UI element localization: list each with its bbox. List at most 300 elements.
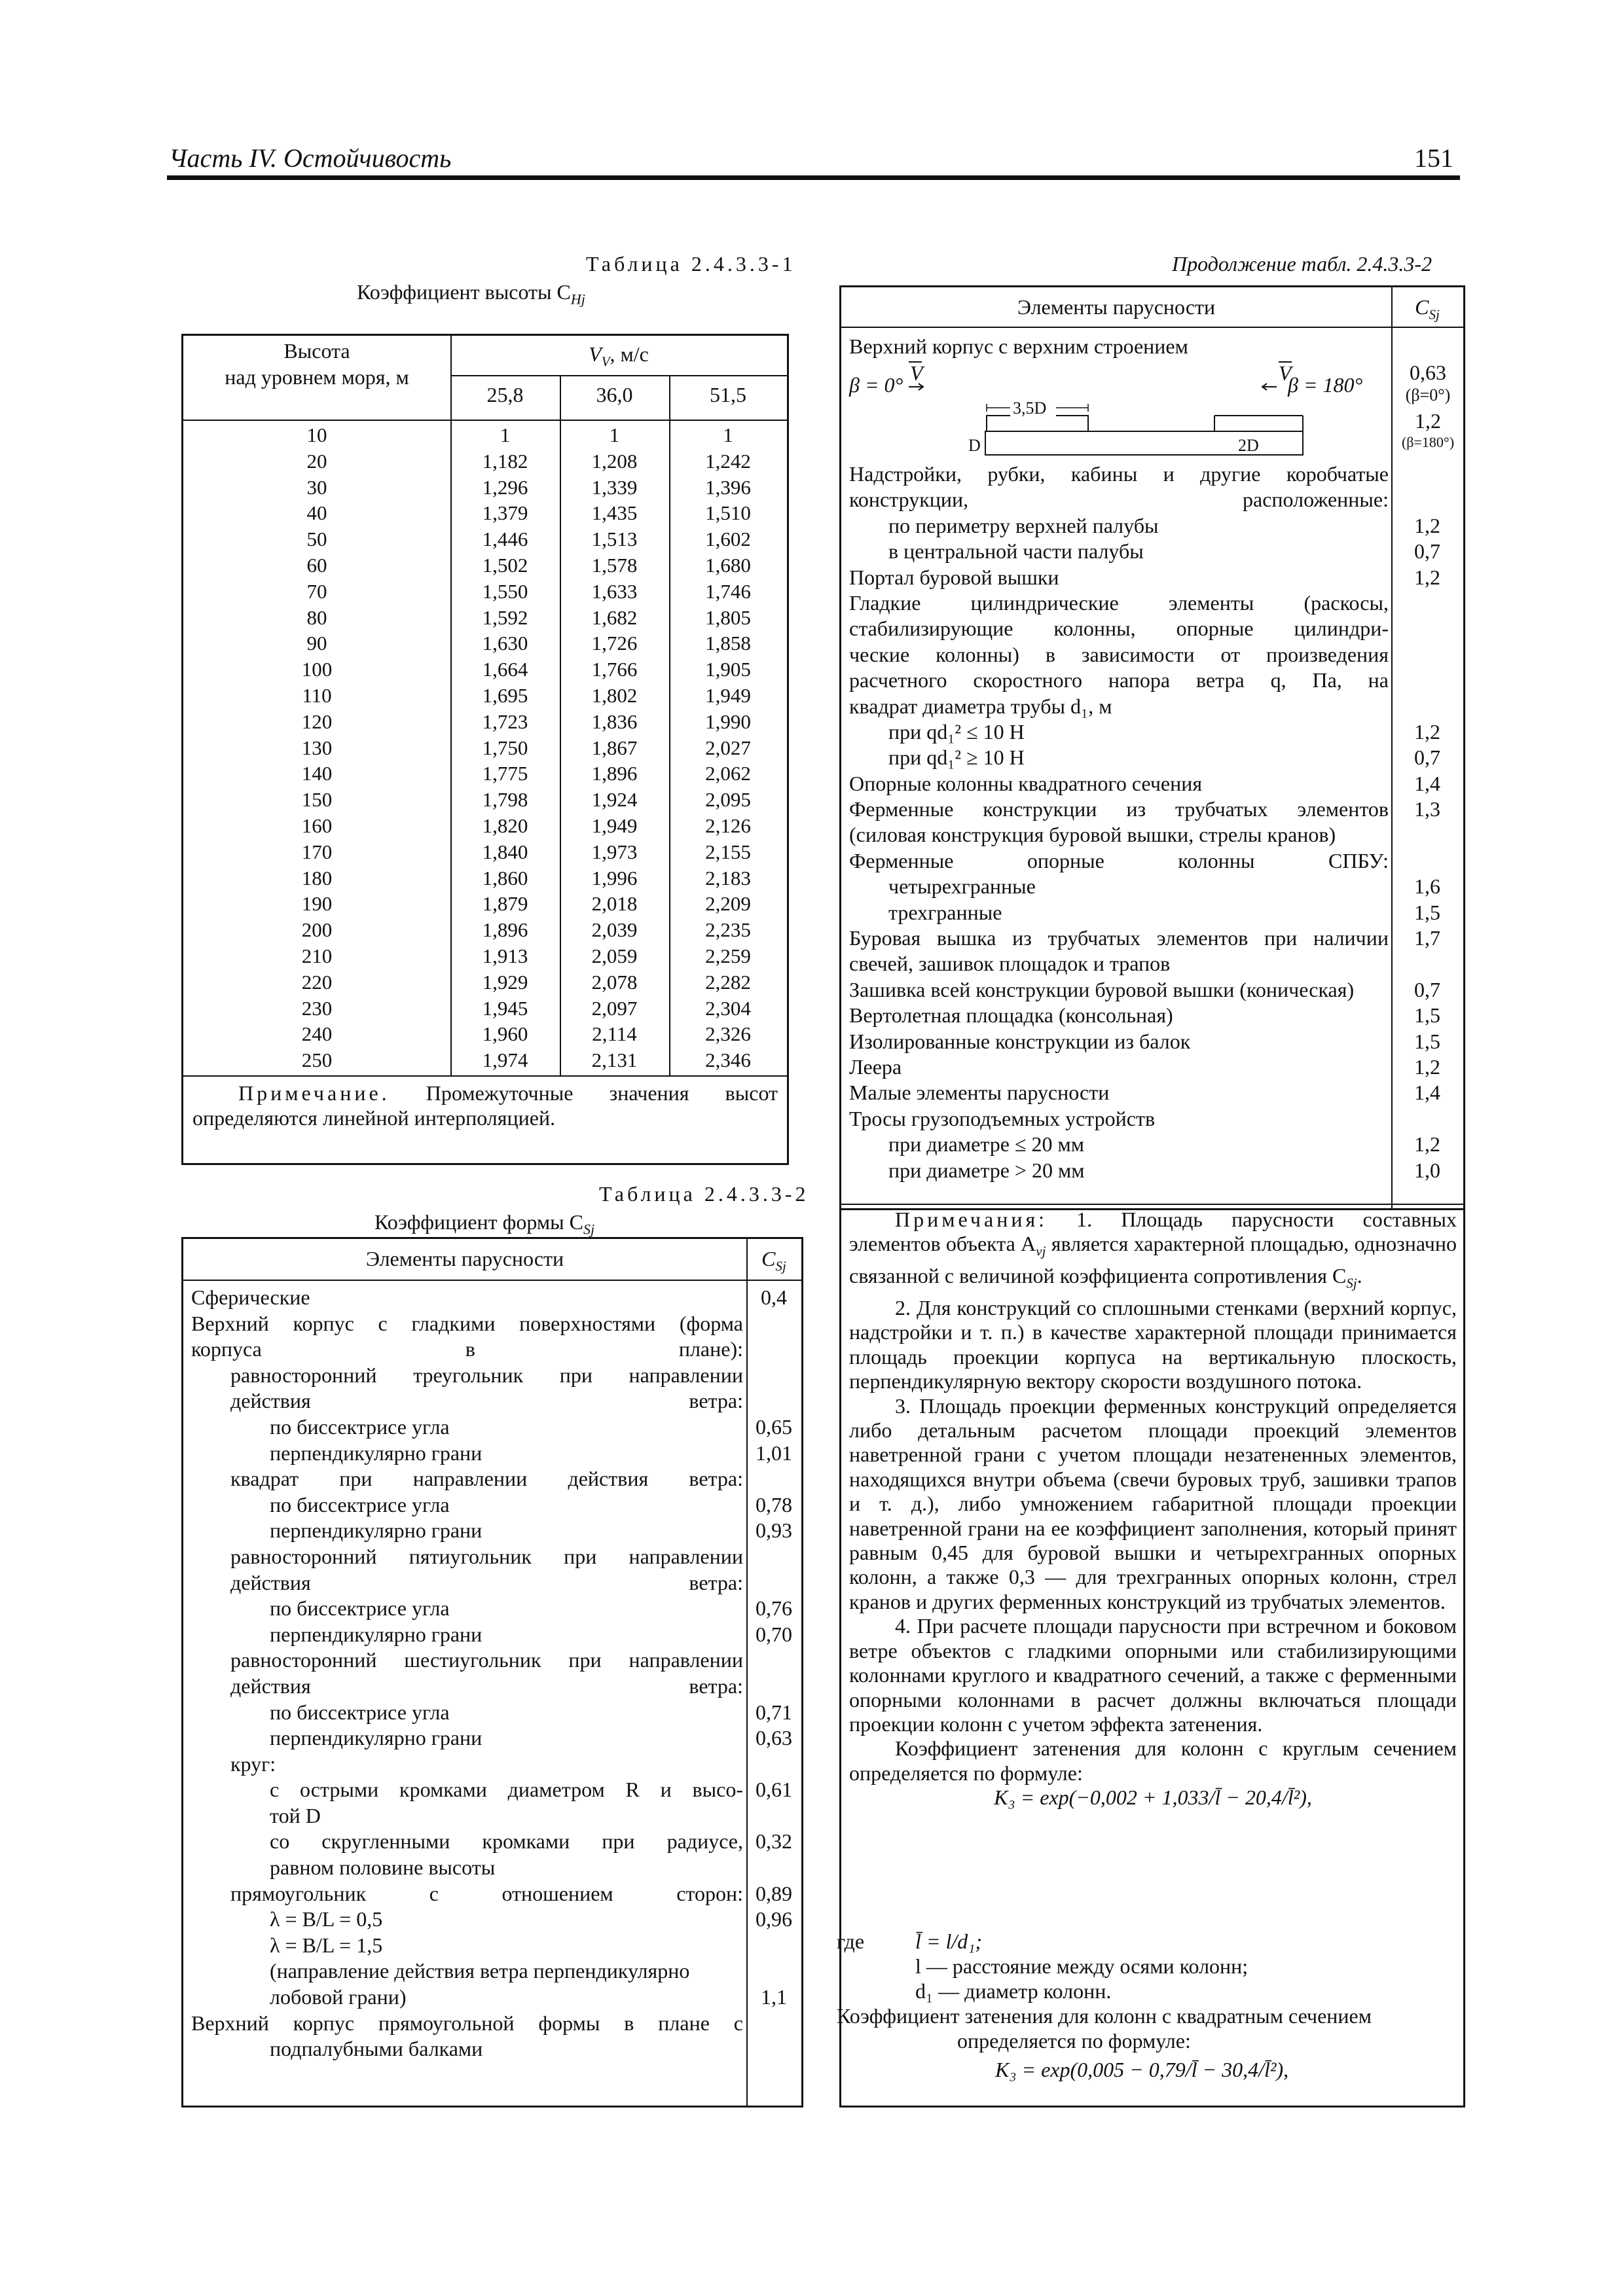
table-row — [183, 1647, 803, 1674]
row-value: 1,2 — [1414, 1132, 1440, 1157]
row-label: при диаметре > 20 мм — [888, 1158, 1085, 1182]
row-value: 0,7 — [1414, 539, 1440, 564]
table1-height-cell: 60 — [306, 553, 327, 577]
table1-value-cell: 1,990 — [705, 709, 751, 733]
superstructure-figure — [841, 353, 1390, 457]
table-row — [183, 1803, 803, 1829]
table1-height-cell: 110 — [302, 683, 332, 707]
table1-value-cell: 1,550 — [482, 579, 528, 603]
row-label: равносторонний пятиугольник при направлении — [230, 1544, 743, 1568]
table3-continuation-caption: Продолжение табл. 2.4.3.3-2 — [1172, 252, 1432, 276]
row-value: 1,2 — [1414, 1054, 1440, 1079]
row-value: 1,2 — [1414, 565, 1440, 589]
table1-values-col3 — [669, 422, 787, 1073]
table-row — [841, 1054, 1463, 1080]
table2 — [181, 1237, 803, 2108]
fig-v-label-left: V — [910, 361, 923, 385]
fig-beta0-label: β = 0° — [849, 373, 903, 397]
row-label: в центральной части палубы — [888, 539, 1144, 564]
table-row — [183, 1725, 803, 1751]
table1-height-cell: 150 — [301, 788, 333, 812]
table-row — [841, 1158, 1463, 1183]
table1-height-cell: 250 — [301, 1049, 333, 1072]
row-value: 0,61 — [756, 1778, 792, 1802]
table2-head-elements: Элементы парусности — [365, 1247, 564, 1270]
row-value: 0,76 — [756, 1596, 792, 1621]
table1 — [181, 334, 789, 1165]
table-row — [183, 1674, 803, 1700]
row-value: 1,7 — [1414, 926, 1440, 950]
table1-height-cell: 100 — [301, 658, 333, 681]
where-label: где — [837, 1929, 865, 1953]
row-label: Гладкие цилиндрические элементы (раскосы, — [849, 590, 1389, 615]
table-row — [841, 797, 1463, 822]
note-3: 3. Площадь проекции ферменных конструкций определяется либо детальным расчетом площади проекций элементов наветренной грани с учетом площади незатененных элементов, находящихся внутри объема (свечи буровых труб, зашивки трапов и т. д.), либо умножением габаритной площади проекции наветренной грани на ее коэффициент заполнения, который принят равным 0,45 для буровой вышки и четырехгранных опорных колонн, а также 0,3 — для трехгранных опорных колонн, стрел кранов и других ферменных конструкций из трубчатых элементов. — [849, 1393, 1457, 1613]
row-label: Портал буровой вышки — [849, 565, 1059, 589]
table1-values-col1 — [450, 422, 560, 1073]
table1-height-cell: 80 — [306, 605, 327, 629]
row-label: прямоугольник с отношением сторон: — [230, 1881, 743, 1905]
table-row — [841, 461, 1463, 487]
table1-value-cell: 2,062 — [705, 762, 751, 785]
table1-height-cell: 210 — [301, 944, 333, 967]
table1-value-cell: 1,664 — [482, 658, 528, 681]
table1-head-height-1: Высота — [283, 339, 350, 363]
table1-value-cell: 1,974 — [482, 1049, 528, 1072]
table2-head-csj: $C_{Sj}$ — [761, 1247, 786, 1274]
arrow-left-icon — [1262, 384, 1277, 390]
table1-value-cell: 1,840 — [482, 840, 528, 863]
row-label: Тросы грузоподъемных устройств — [849, 1106, 1156, 1130]
table1-value-cell: 1,905 — [705, 658, 751, 681]
table-row — [183, 1544, 803, 1570]
table-row — [183, 1518, 803, 1544]
table1-value-cell: 2,282 — [705, 970, 751, 994]
table2c-notes: Примечания: 1. Площадь парусности составных элементов объекта $A_{vj}$ является характерной площадью, однозначно связанной с величиной коэффициента сопротивления $C_{Sj}$. 2. Для конструкций со сплошными стенками (верхний корпус, надстройки и т. п.) в качестве характерной площади принимается площадь проекции корпуса на вертикальную плоскость, перпендикулярную вектору скорости воздушного потока. 3. Площадь проекции ферменных конструкций определяется либо детальным расчетом площади проекций элементов наветренной грани с учетом площади незатененных элементов, находящихся внутри объема (свечи буровых труб, зашивки трапов и т. д.), либо умножением габаритной площади проекции наветренной грани на ее коэффициент заполнения, который принят равным 0,45 для буровой вышки и четырехгранных опорных колонн, а также 0,3 — для трехгранных опорных колонн, стрел кранов и других ферменных конструкций из трубчатых элементов. 4. При расчете площади парусности при встречном и боковом ветре объектов с гладкими опорными или стабилизирующими колоннами круглого и квадратного сечений, а также с ферменными опорными колоннами в расчет должны включаться площади проекции колонн с учетом эффекта затенения. Коэффициент затенения для колонн с круглым сечением определяется по формуле: K₃ = exp(−0,002 + 1,033/l̄ − 20,4/l̄²), — [849, 1208, 1457, 1810]
table1-value-cell: 2,018 — [591, 892, 638, 916]
table1-height-cell: 200 — [301, 918, 333, 942]
table1-height-cell: 70 — [306, 579, 327, 603]
table-row — [841, 565, 1463, 590]
row-label: по биссектрисе угла — [270, 1700, 450, 1724]
table1-value-cell: 1,766 — [591, 658, 638, 681]
table1-value-cell: 2,059 — [591, 944, 638, 967]
fig-value-2: 1,2 — [1415, 409, 1441, 433]
row-value: 0,78 — [756, 1492, 792, 1516]
table-row — [183, 1311, 803, 1337]
table-row — [183, 1622, 803, 1648]
table-row — [841, 1003, 1463, 1028]
table1-value-cell: 1,805 — [705, 605, 751, 629]
page-number: 151 — [1414, 143, 1453, 173]
row-label: λ = B/L = 0,5 — [270, 1907, 383, 1931]
table1-value-cell: 2,097 — [591, 996, 638, 1020]
table1-height-cell: 130 — [301, 736, 333, 759]
table1-value-cell: 2,095 — [705, 788, 751, 812]
table1-value-cell: 1,592 — [482, 605, 528, 629]
row-label: стабилизирующие колонны, опорные цилиндри- — [849, 617, 1389, 641]
row-label: равносторонний шестиугольник при направлении — [230, 1648, 743, 1672]
table1-value-cell: 1,396 — [705, 475, 751, 499]
row-label: четырехгранные — [888, 874, 1036, 899]
row-label: ческие колонны) в зависимости от произведения — [849, 642, 1389, 666]
table1-value-cell: 2,027 — [705, 736, 751, 759]
table1-height-cell: 160 — [301, 814, 333, 837]
row-value: 0,63 — [756, 1726, 792, 1750]
row-label: равном половине высоты — [270, 1856, 496, 1880]
table1-value-cell: 1,949 — [591, 814, 638, 837]
table-row — [183, 1285, 803, 1311]
table1-value-cell: 2,209 — [705, 892, 751, 916]
table1-value-cell: 1,578 — [591, 553, 638, 577]
row-label: квадрат при направлении действия ветра: — [230, 1467, 743, 1491]
table1-value-cell: 1,513 — [591, 528, 638, 551]
table-row — [841, 1132, 1463, 1157]
table1-height-cell: 220 — [301, 970, 333, 994]
row-label: подпалубными балками — [270, 2037, 483, 2061]
table1-value-cell: 1 — [500, 423, 511, 446]
fig-beta180-label: β = 180° — [1288, 373, 1363, 397]
row-label: действия ветра: — [230, 1570, 743, 1594]
table1-head-height-2: над уровнем моря, м — [225, 365, 409, 389]
table1-value-cell: 1,726 — [591, 632, 638, 655]
row-label: квадрат диаметра трубы d₁, м — [849, 694, 1112, 718]
row-label: перпендикулярно грани — [270, 1622, 483, 1646]
fig-dim-d: D — [968, 436, 981, 455]
row-label: (направление действия ветра перпендикулярно — [270, 1959, 690, 1983]
table1-value-cell: 1,682 — [591, 605, 638, 629]
table-row — [841, 1106, 1463, 1132]
table1-height-cell: 40 — [306, 501, 327, 525]
table1-value-cell: 2,039 — [591, 918, 638, 942]
fig-dim-2d: 2D — [1238, 436, 1259, 455]
superstructure-outline — [987, 416, 1088, 431]
table-row — [183, 1388, 803, 1414]
row-value: 1,1 — [761, 1985, 787, 2009]
table1-value-cell: 1,630 — [482, 632, 528, 655]
row-label: действия ветра: — [230, 1389, 743, 1413]
row-value: 0,4 — [761, 1285, 787, 1309]
table1-head-speed: $V_V$, м/с — [589, 342, 649, 370]
table1-value-cell: 1,896 — [591, 762, 638, 785]
table-row — [841, 745, 1463, 770]
table1-heights-column — [183, 422, 450, 1073]
table1-value-cell: 1,339 — [591, 475, 638, 499]
shade-coef-round: Коэффициент затенения для колонн с круглым сечением определяется по формуле: — [849, 1736, 1457, 1785]
table-row — [841, 642, 1463, 668]
table-row — [841, 616, 1463, 641]
table1-value-cell: 1,296 — [482, 475, 528, 499]
table1-value-cell: 1,379 — [482, 501, 528, 525]
row-label: при qd₁² ≥ 10 Н — [888, 745, 1025, 770]
row-label: Верхний корпус прямоугольной формы в плане с — [191, 2011, 743, 2035]
row-value: 1,2 — [1414, 513, 1440, 537]
row-label: перпендикулярно грани — [270, 1441, 483, 1465]
table1-value-cell: 1,208 — [591, 449, 638, 473]
row-label: по периметру верхней палубы — [888, 513, 1159, 537]
table-row — [841, 539, 1463, 564]
table1-value-cell: 1,695 — [482, 683, 528, 707]
row-label: Опорные колонны квадратного сечения — [849, 771, 1203, 795]
running-header-title: Часть IV. Остойчивость — [169, 143, 452, 173]
table1-value-cell: 1,242 — [705, 449, 751, 473]
table1-value-cell: 1,896 — [482, 918, 528, 942]
table1-value-cell: 1,949 — [705, 683, 751, 707]
table-row — [841, 925, 1463, 951]
fig-v-label-right: V — [1279, 361, 1292, 385]
row-label: Ферменные опорные колонны СПБУ: — [849, 848, 1389, 872]
table1-value-cell: 1,746 — [705, 579, 751, 603]
table-row — [183, 1414, 803, 1441]
table1-value-cell: 1,836 — [591, 709, 638, 733]
row-value: 0,7 — [1414, 745, 1440, 770]
def-lbar: l̄ = l/d₁; — [915, 1929, 983, 1953]
row-label: Верхний корпус с гладкими поверхностями (форма — [191, 1311, 743, 1335]
row-label: Изолированные конструкции из балок — [849, 1029, 1191, 1053]
row-label: (силовая конструкция буровой вышки, стрелы кранов) — [849, 823, 1336, 847]
table-row — [183, 1751, 803, 1778]
shade-coef-square: Коэффициент затенения для колонн с квадратным сечением — [837, 2004, 1372, 2028]
table-row — [841, 487, 1463, 512]
formula-square: K₃ = exp(0,005 − 0,79/l̄ − 30,4/l̄²), — [995, 2058, 1289, 2081]
table1-value-cell: 1,960 — [482, 1022, 528, 1046]
table1-value-cell: 1,996 — [591, 866, 638, 889]
table1-speed-3: 51,5 — [710, 383, 746, 406]
row-value: 1,5 — [1414, 900, 1440, 924]
table-row — [183, 1907, 803, 1933]
row-label: со скругленными кромками при радиусе, — [270, 1829, 743, 1854]
table-row — [183, 1596, 803, 1622]
table-row — [841, 719, 1463, 745]
table1-value-cell: 1,879 — [482, 892, 528, 916]
row-label: по биссектрисе угла — [270, 1596, 450, 1621]
row-label: λ = B/L = 1,5 — [270, 1933, 383, 1957]
header-rule — [167, 175, 1460, 180]
table-row — [183, 1336, 803, 1363]
row-value: 1,01 — [756, 1441, 792, 1465]
fig-dim-3-5d: 3,5D — [1013, 399, 1047, 418]
table2c-body — [841, 461, 1463, 1183]
table1-value-cell: 1,510 — [705, 501, 751, 525]
table1-value-cell: 1 — [609, 423, 620, 446]
table1-value-cell: 1,820 — [482, 814, 528, 837]
shade-coef-square-2: определяется по формуле: — [957, 2029, 1191, 2053]
row-label: перпендикулярно грани — [270, 1518, 483, 1543]
table-row — [841, 977, 1463, 1003]
table1-height-cell: 240 — [301, 1022, 333, 1046]
table1-value-cell: 2,155 — [705, 840, 751, 863]
table1-value-cell: 1,929 — [482, 970, 528, 994]
table1-value-cell: 1,858 — [705, 632, 751, 655]
row-label: с острыми кромками диаметром R и высо- — [270, 1778, 743, 1802]
row-value: 1,5 — [1414, 1029, 1440, 1053]
table1-value-cell: 1,924 — [591, 788, 638, 812]
row-value: 1,6 — [1414, 874, 1440, 899]
table1-value-cell: 2,078 — [591, 970, 638, 994]
row-label: расчетного скоростного напора ветра q, Па, на — [849, 668, 1389, 692]
table-row — [183, 1441, 803, 1467]
row-value: 0,7 — [1414, 977, 1440, 1001]
row-label: свечей, зашивок площадок и трапов — [849, 952, 1171, 976]
row-value: 1,3 — [1414, 797, 1440, 821]
row-label: Сферические — [191, 1285, 310, 1309]
table1-height-cell: 10 — [306, 423, 327, 446]
table-row — [183, 1777, 803, 1803]
table1-value-cell: 1,802 — [591, 683, 638, 707]
table1-height-cell: 120 — [301, 709, 333, 733]
table1-value-cell: 2,259 — [705, 944, 751, 967]
table1-height-cell: 230 — [301, 996, 333, 1020]
row-label: Надстройки, рубки, кабины и другие коробчатые — [849, 462, 1389, 486]
table-row — [183, 1829, 803, 1855]
table1-value-cell: 1,750 — [482, 736, 528, 759]
table-row — [183, 1855, 803, 1881]
table1-value-cell: 1,435 — [591, 501, 638, 525]
table1-value-cell: 1,723 — [482, 709, 528, 733]
row-label: Вертолетная площадка (консольная) — [849, 1003, 1173, 1028]
note-4: 4. При расчете площади парусности при встречном и боковом ветре объектов с гладкими опорными или стабилизирующими колоннами круглого и квадратного сечений, а также с ферменными опорными колоннами в расчет должны включаться площади проекции колонн с учетом эффекта затенения. — [849, 1614, 1457, 1736]
table1-speed-2: 36,0 — [596, 383, 633, 406]
row-label: Ферменные конструкции из трубчатых элементов — [849, 797, 1389, 821]
row-label: при qd₁² ≤ 10 Н — [888, 719, 1025, 744]
table1-height-cell: 30 — [306, 475, 327, 499]
table1-note: Примечание. Промежуточные значения высот определяются линейной интерполяцией. — [192, 1081, 778, 1130]
table-row — [183, 1700, 803, 1726]
table1-values-col2 — [560, 422, 669, 1073]
row-label: по биссектрисе угла — [270, 1414, 450, 1439]
table1-height-cell: 20 — [306, 449, 327, 473]
table-row — [183, 1492, 803, 1518]
table1-value-cell: 2,346 — [705, 1049, 751, 1072]
table-row — [183, 1466, 803, 1492]
row-label: при диаметре ≤ 20 мм — [888, 1132, 1084, 1157]
table1-value-cell: 1,945 — [482, 996, 528, 1020]
row-value: 0,32 — [756, 1829, 792, 1854]
table2c-head-csj: $C_{Sj}$ — [1415, 295, 1440, 323]
row-label: Зашивка всей конструкции буровой вышки (коническая) — [849, 977, 1355, 1001]
table1-value-cell: 1,860 — [482, 866, 528, 889]
row-label: Малые элементы парусности — [849, 1081, 1110, 1105]
row-value: 0,89 — [756, 1881, 792, 1905]
row-value: 0,65 — [756, 1414, 792, 1439]
table1-value-cell: 2,304 — [705, 996, 751, 1020]
table-row — [841, 1029, 1463, 1054]
row-value: 1,0 — [1414, 1158, 1440, 1182]
table-row — [841, 668, 1463, 693]
table-row — [841, 951, 1463, 977]
formula-round: K₃ = exp(−0,002 + 1,033/l̄ − 20,4/l̄²), — [994, 1785, 1312, 1810]
table1-value-cell: 1,602 — [705, 528, 751, 551]
table1-value-cell: 1,633 — [591, 579, 638, 603]
row-label: корпуса в плане): — [191, 1337, 743, 1361]
table2-title: Коэффициент формы $C_{Sj}$ — [374, 1210, 595, 1238]
row-label: лобовой грани) — [270, 1985, 407, 2009]
table1-speed-1: 25,8 — [486, 383, 524, 406]
table-row — [183, 2011, 803, 2037]
table1-value-cell: 1,182 — [482, 449, 528, 473]
row-label: конструкции, расположенные: — [849, 488, 1389, 512]
table-row — [183, 1570, 803, 1596]
row-label: Буровая вышка из трубчатых элементов при наличии — [849, 926, 1389, 950]
table2-body — [183, 1285, 803, 2062]
fig-value-2-cond: (β=180°) — [1401, 434, 1455, 450]
row-value: 0,96 — [756, 1907, 792, 1931]
table-row — [183, 2036, 803, 2062]
row-value: 1,2 — [1414, 719, 1440, 744]
row-label: трехгранные — [888, 900, 1002, 924]
table1-title: Коэффициент высоты $C_{Hj}$ — [357, 280, 585, 308]
row-value: 1,4 — [1414, 1081, 1440, 1105]
table1-value-cell: 2,131 — [591, 1049, 638, 1072]
table1-value-cell: 1,446 — [482, 528, 528, 551]
table-row — [841, 848, 1463, 874]
row-label: той D — [270, 1803, 321, 1827]
table1-value-cell: 2,326 — [705, 1022, 751, 1046]
row-label: Леера — [849, 1054, 902, 1079]
note-2: 2. Для конструкций со сплошными стенками (верхний корпус, надстройки и т. п.) в качестве характерной площади принимается площадь проекции корпуса на вертикальную плоскость, перпендикулярную вектору скорости воздушного потока. — [849, 1296, 1457, 1393]
row-label: равносторонний треугольник при направлении — [230, 1363, 743, 1387]
table1-height-cell: 140 — [301, 762, 333, 785]
table1-value-cell: 2,114 — [592, 1022, 637, 1046]
table-row — [841, 900, 1463, 925]
table1-value-cell: 2,126 — [705, 814, 751, 837]
row-label: действия ветра: — [230, 1674, 743, 1698]
fig-title: Верхний корпус с верхним строением — [849, 334, 1188, 358]
row-value: 1,5 — [1414, 1003, 1440, 1028]
table1-height-cell: 190 — [301, 892, 333, 916]
table-row — [841, 694, 1463, 719]
table1-number: Таблица 2.4.3.3-1 — [586, 252, 796, 276]
def-l: l — расстояние между осями колонн; — [915, 1954, 1249, 1978]
row-value: 1,4 — [1414, 771, 1440, 795]
table-row — [841, 771, 1463, 797]
table1-height-cell: 180 — [301, 866, 333, 889]
table1-value-cell: 1,973 — [591, 840, 638, 863]
table1-value-cell: 2,235 — [705, 918, 751, 942]
table2-continued — [839, 285, 1465, 1810]
table1-value-cell: 1 — [723, 423, 733, 446]
table1-height-cell: 170 — [301, 840, 333, 863]
row-label: перпендикулярно грани — [270, 1726, 483, 1750]
fig-value-1-cond: (β=0°) — [1405, 386, 1451, 404]
table-row — [183, 1363, 803, 1389]
fig-value-1: 0,63 — [1410, 361, 1446, 384]
table1-height-cell: 90 — [306, 632, 327, 655]
table2-number: Таблица 2.4.3.3-2 — [599, 1182, 809, 1206]
table1-value-cell: 1,913 — [482, 944, 528, 967]
row-label: круг: — [230, 1751, 276, 1776]
table-row — [183, 1984, 803, 2011]
table1-value-cell: 1,680 — [705, 553, 751, 577]
table-row — [841, 822, 1463, 848]
table1-value-cell: 2,183 — [705, 866, 751, 889]
table1-value-cell: 1,775 — [482, 762, 528, 785]
table-row — [183, 1881, 803, 1907]
table-row — [841, 513, 1463, 539]
def-d1: d₁ — диаметр колонн. — [915, 1979, 1112, 2003]
row-label: по биссектрисе угла — [270, 1492, 450, 1516]
table-row — [183, 1933, 803, 1959]
row-value: 0,71 — [756, 1700, 792, 1724]
notes-frame — [839, 1208, 1465, 2108]
table1-value-cell: 1,798 — [482, 788, 528, 812]
row-value: 0,70 — [756, 1622, 792, 1646]
table2c-head-elements: Элементы парусности — [1017, 295, 1216, 319]
row-value: 0,93 — [756, 1518, 792, 1543]
table1-value-cell: 1,867 — [591, 736, 638, 759]
table-row — [841, 874, 1463, 899]
table1-height-cell: 50 — [306, 528, 327, 551]
